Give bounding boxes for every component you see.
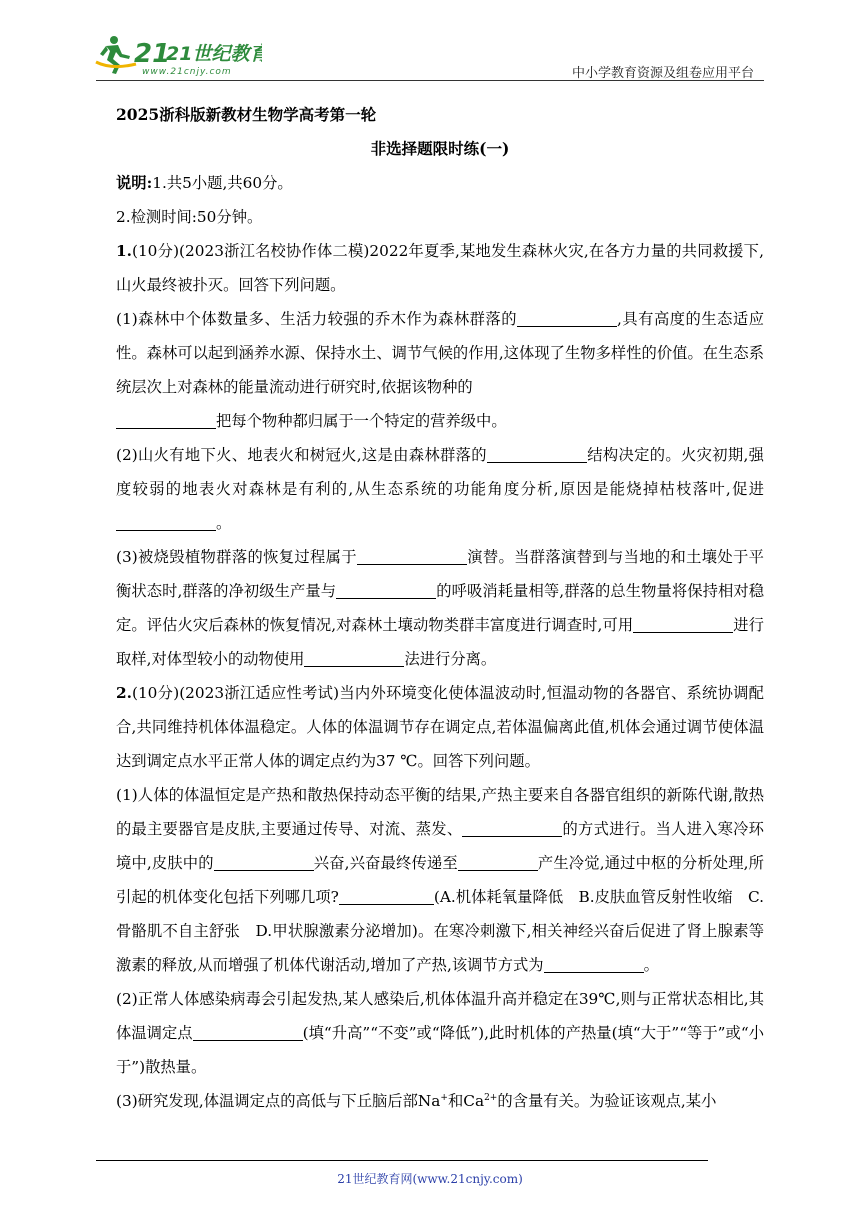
- platform-name: 中小学教育资源及组卷应用平台: [571, 66, 754, 81]
- q2-p3-text-b: 和Ca: [447, 1092, 485, 1110]
- q2-p1-text-c: 兴奋,兴奋最终传递至: [313, 854, 458, 872]
- question-2-stem: [116, 676, 764, 778]
- answer-blank[interactable]: [116, 515, 216, 531]
- answer-blank[interactable]: [357, 549, 467, 565]
- q1-p3-text-e: 法进行分离。: [404, 650, 497, 668]
- footer-divider: [96, 1160, 708, 1161]
- question-2-source: (2023浙江适应性考试): [179, 684, 340, 702]
- doc-subtitle: 非选择题限时练(一): [370, 139, 510, 158]
- q2-p3-sup-1: +: [440, 1092, 448, 1103]
- answer-blank[interactable]: [544, 957, 644, 973]
- question-1-score: (10分): [131, 242, 180, 260]
- answer-blank[interactable]: [458, 855, 538, 871]
- question-1-text: 2022年夏季,某地发生森林火灾,在各方力量的共同救援下,山火最终被扑灭。回答下列问题。: [116, 242, 764, 294]
- svg-text:21世纪教育: 21世纪教育: [166, 43, 262, 65]
- runner-logo-icon: [92, 32, 262, 78]
- answer-blank[interactable]: [304, 651, 404, 667]
- question-1-part-3: [116, 540, 764, 676]
- q2-p1-text-b: 的方式进行。当人进入寒冷环境中,皮肤中的: [116, 820, 764, 872]
- q1-p3-text-c: 的呼吸消耗量相等,群落的总生物量将保持相对稳定。评估火灾后森林的恢复情况,对森林土壤动物类群丰富度进行调查时,可用: [116, 582, 764, 634]
- q2-p3-text-a: (3)研究发现,体温调定点的高低与下丘脑后部Na: [116, 1092, 441, 1110]
- answer-blank[interactable]: [193, 1025, 303, 1041]
- answer-blank[interactable]: [487, 447, 587, 463]
- question-2-part-2: [116, 982, 764, 1084]
- q2-p2-text-a: (2)正常人体感染病毒会引起发热,某人感染后,机体体温升高并稳定在39℃,则与正常状态相比,其体温调定点: [116, 990, 764, 1042]
- footer-link[interactable]: 21世纪教育网(www.21cnjy.com): [337, 1172, 523, 1186]
- q1-p3-text-b: 演替。当群落演替到与当地的和土壤处于平衡状态时,群落的净初级生产量与: [116, 548, 764, 600]
- note-1-text: 1.共5小题,共60分。: [152, 174, 293, 192]
- q2-p1-text-d: 产生冷觉,通过中枢的分析处理,所引起的机体变化包括下列哪几项?: [116, 854, 764, 906]
- q1-p2-text-b: 结构决定的。火灾初期,强度较弱的地表火对森林是有利的,从生态系统的功能角度分析,原因是能烧掉枯枝落叶,促进: [116, 446, 764, 498]
- question-2-part-1: [116, 778, 764, 982]
- answer-blank[interactable]: [116, 413, 216, 429]
- note-prefix: 说明:: [116, 174, 153, 192]
- answer-blank[interactable]: [339, 889, 434, 905]
- q2-p2-text-b: (填“升高”“不变”或“降低”),此时机体的产热量(填“大于”“等于”或“小于”)散热量。: [116, 1024, 764, 1076]
- q2-p3-text-c: 的含量有关。为验证该观点,某小: [497, 1092, 717, 1110]
- question-1-part-1: [116, 302, 764, 438]
- question-2-score: (10分): [131, 684, 180, 702]
- question-1-source: (2023浙江名校协作体二模): [179, 242, 370, 260]
- q1-p1-text-a: (1)森林中个体数量多、生活力较强的乔木作为森林群落的: [116, 310, 518, 328]
- q1-p1-text-c: 把每个物种都归属于一个特定的营养级中。: [216, 412, 507, 430]
- answer-blank[interactable]: [336, 583, 436, 599]
- answer-blank[interactable]: [214, 855, 314, 871]
- answer-blank[interactable]: [462, 821, 562, 837]
- svg-text:21: 21: [134, 39, 171, 69]
- header-divider: [96, 80, 764, 81]
- q2-p1-text-f: 。: [643, 956, 659, 974]
- question-1-part-2: [116, 438, 764, 540]
- question-2-number: 2.: [116, 684, 132, 702]
- q2-p1-text-a: (1)人体的体温恒定是产热和散热保持动态平衡的结果,产热主要来自各器官组织的新陈代谢,散热的最主要器官是皮肤,主要通过传导、对流、蒸发、: [116, 786, 764, 838]
- answer-blank[interactable]: [517, 311, 617, 327]
- question-2-part-3: [116, 1084, 764, 1118]
- q1-p3-text-a: (3)被烧毁植物群落的恢复过程属于: [116, 548, 357, 566]
- site-logo: [92, 32, 262, 78]
- note-1: [116, 166, 764, 200]
- document-body: [116, 98, 764, 1118]
- q2-p3-sup-2: 2+: [484, 1092, 498, 1103]
- question-1-number: 1.: [116, 242, 132, 260]
- note-2: 2.检测时间:50分钟。: [116, 208, 263, 226]
- svg-text:www.21cnjy.com: www.21cnjy.com: [142, 67, 232, 77]
- q1-p1-text-b: ,具有高度的生态适应性。森林可以起到涵养水源、保持水土、调节气候的作用,这体现了生物多样性的价值。在生态系统层次上对森林的能量流动进行研究时,依据该物种的: [116, 310, 764, 396]
- question-2-text: 当内外环境变化使体温波动时,恒温动物的各器官、系统协调配合,共同维持机体体温稳定。人体的体温调节存在调定点,若体温偏离此值,机体会通过调节使体温达到调定点水平正常人体的调定点约为37 ℃。回答下列问题。: [116, 684, 764, 770]
- q1-p2-text-c: 。: [216, 514, 232, 532]
- page-header: [0, 0, 860, 80]
- doc-title: 2025浙科版新教材生物学高考第一轮: [116, 105, 377, 124]
- q1-p3-text-d: 进行取样,对体型较小的动物使用: [116, 616, 764, 668]
- answer-blank[interactable]: [633, 617, 733, 633]
- q2-p1-text-e: (A.机体耗氧量降低 B.皮肤血管反射性收缩 C.骨骼肌不自主舒张 D.甲状腺激素分泌增加)。在寒冷刺激下,相关神经兴奋后促进了肾上腺素等激素的释放,从而增强了机体代谢活动,增加了产热,该调节方式为: [116, 888, 764, 974]
- q1-p2-text-a: (2)山火有地下火、地表火和树冠火,这是由森林群落的: [116, 446, 487, 464]
- question-1-stem: [116, 234, 764, 302]
